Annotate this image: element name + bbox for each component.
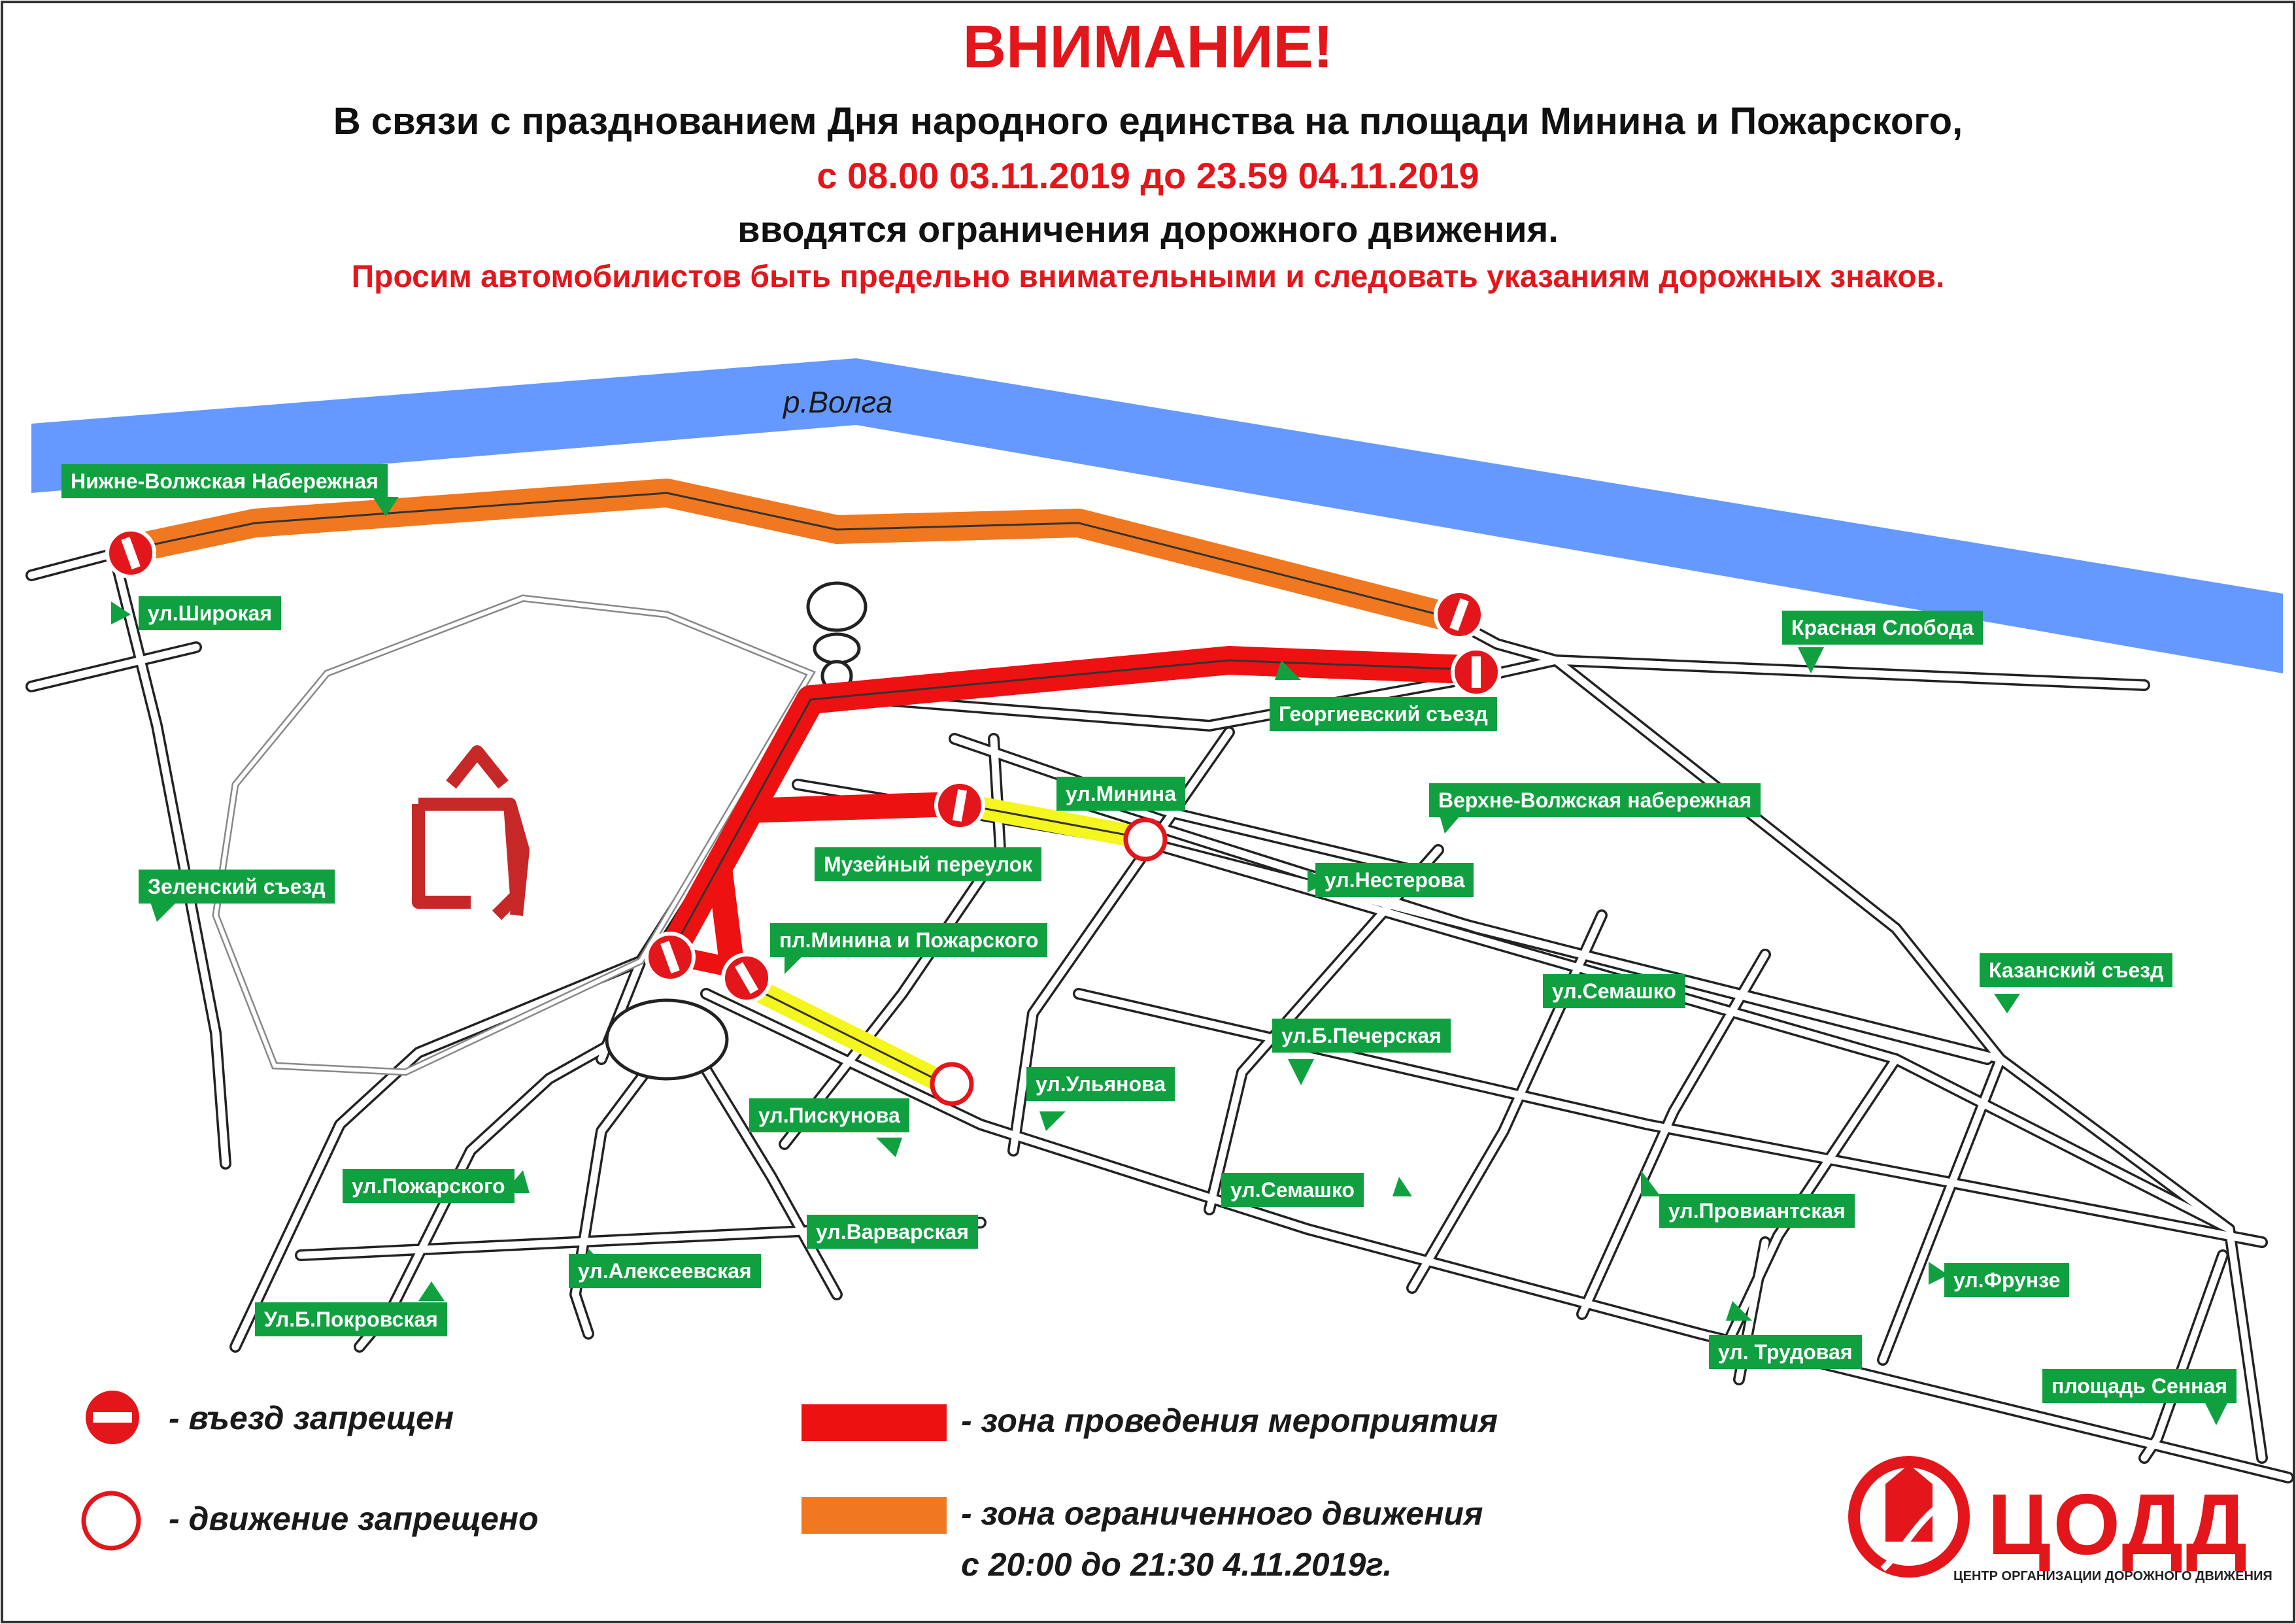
logo-mark: [1854, 1462, 1964, 1572]
notice-line-1: В связи с празднованием Дня народного единства на площади Минина и Пожарского,: [333, 100, 1963, 143]
no-entry-sign: [723, 955, 770, 1002]
legend-event-zone-label: - зона проведения мероприятия: [961, 1402, 1498, 1439]
street-label: Ул.Б.Покровская: [255, 1302, 447, 1336]
no-entry-sign: [1453, 649, 1500, 696]
notice-dates: с 08.00 03.11.2019 до 23.59 04.11.2019: [817, 155, 1479, 196]
legend-restricted-zone-label: - зона ограниченного движения: [961, 1495, 1483, 1532]
street-label: ул.Провиантская: [1659, 1194, 1855, 1228]
no-traffic-sign: [1126, 820, 1165, 859]
legend-no-traffic-icon: [84, 1493, 139, 1548]
no-entry-sign: [1436, 591, 1483, 638]
no-entry-sign: [107, 530, 154, 577]
street-label: Музейный переулок: [815, 847, 1041, 881]
legend-no-traffic-label: - движение запрещено: [169, 1500, 539, 1537]
no-entry-sign: [647, 934, 694, 981]
logo-subtitle: ЦЕНТР ОРГАНИЗАЦИИ ДОРОЖНОГО ДВИЖЕНИЯ: [1953, 1569, 2272, 1583]
no-entry-sign: [936, 782, 983, 829]
street-label: Красная Слобода: [1782, 611, 1983, 645]
street-label: ул.Семашко: [1543, 974, 1685, 1008]
street-label: ул. Трудовая: [1709, 1335, 1862, 1369]
street-label: пл.Минина и Пожарского: [770, 923, 1047, 957]
street-label: ул.Широкая: [139, 596, 281, 630]
street-label: ул.Семашко: [1221, 1173, 1364, 1207]
legend-event-zone-swatch: [802, 1404, 947, 1441]
street-label: ул.Фрунзе: [1944, 1263, 2069, 1297]
no-traffic-sign: [932, 1064, 971, 1104]
street-label: ул.Пожарского: [343, 1169, 515, 1203]
street-label: ул.Пискунова: [749, 1098, 909, 1132]
street-label: ул.Алексеевская: [569, 1254, 761, 1288]
legend-no-entry-icon: [84, 1389, 141, 1446]
street-label: ул.Нестерова: [1315, 863, 1474, 897]
street-label: ул.Варварская: [807, 1215, 978, 1249]
street-label: площадь Сенная: [2042, 1369, 2237, 1403]
street-label: ул.Ульянова: [1026, 1067, 1175, 1101]
street-label: Зеленский съезд: [139, 870, 335, 904]
legend-no-entry-label: - въезд запрещен: [169, 1400, 454, 1436]
street-label: ул.Минина: [1056, 777, 1185, 811]
street-label: ул.Б.Печерская: [1272, 1019, 1451, 1053]
notice-line-3: вводятся ограничения дорожного движения.: [737, 209, 1559, 250]
river-label: р.Волга: [783, 385, 893, 419]
notice-appeal: Просим автомобилистов быть предельно внимательными и следовать указаниям дорожных знаков.: [351, 260, 1945, 294]
restricted-zone-route: [131, 493, 1451, 618]
street-label: Нижне-Волжская Набережная: [61, 464, 388, 498]
notice-title: ВНИМАНИЕ!: [962, 14, 1334, 80]
legend-restricted-zone-swatch: [802, 1497, 947, 1534]
street-label: Казанский съезд: [1980, 953, 2172, 987]
kremlin-symbol: [418, 752, 523, 915]
street-label: Верхне-Волжская набережная: [1429, 783, 1761, 817]
logo-name: ЦОДД: [1987, 1476, 2250, 1572]
street-label: Георгиевский съезд: [1270, 697, 1497, 731]
legend-restricted-zone-time: с 20:00 до 21:30 4.11.2019г.: [961, 1546, 1393, 1583]
